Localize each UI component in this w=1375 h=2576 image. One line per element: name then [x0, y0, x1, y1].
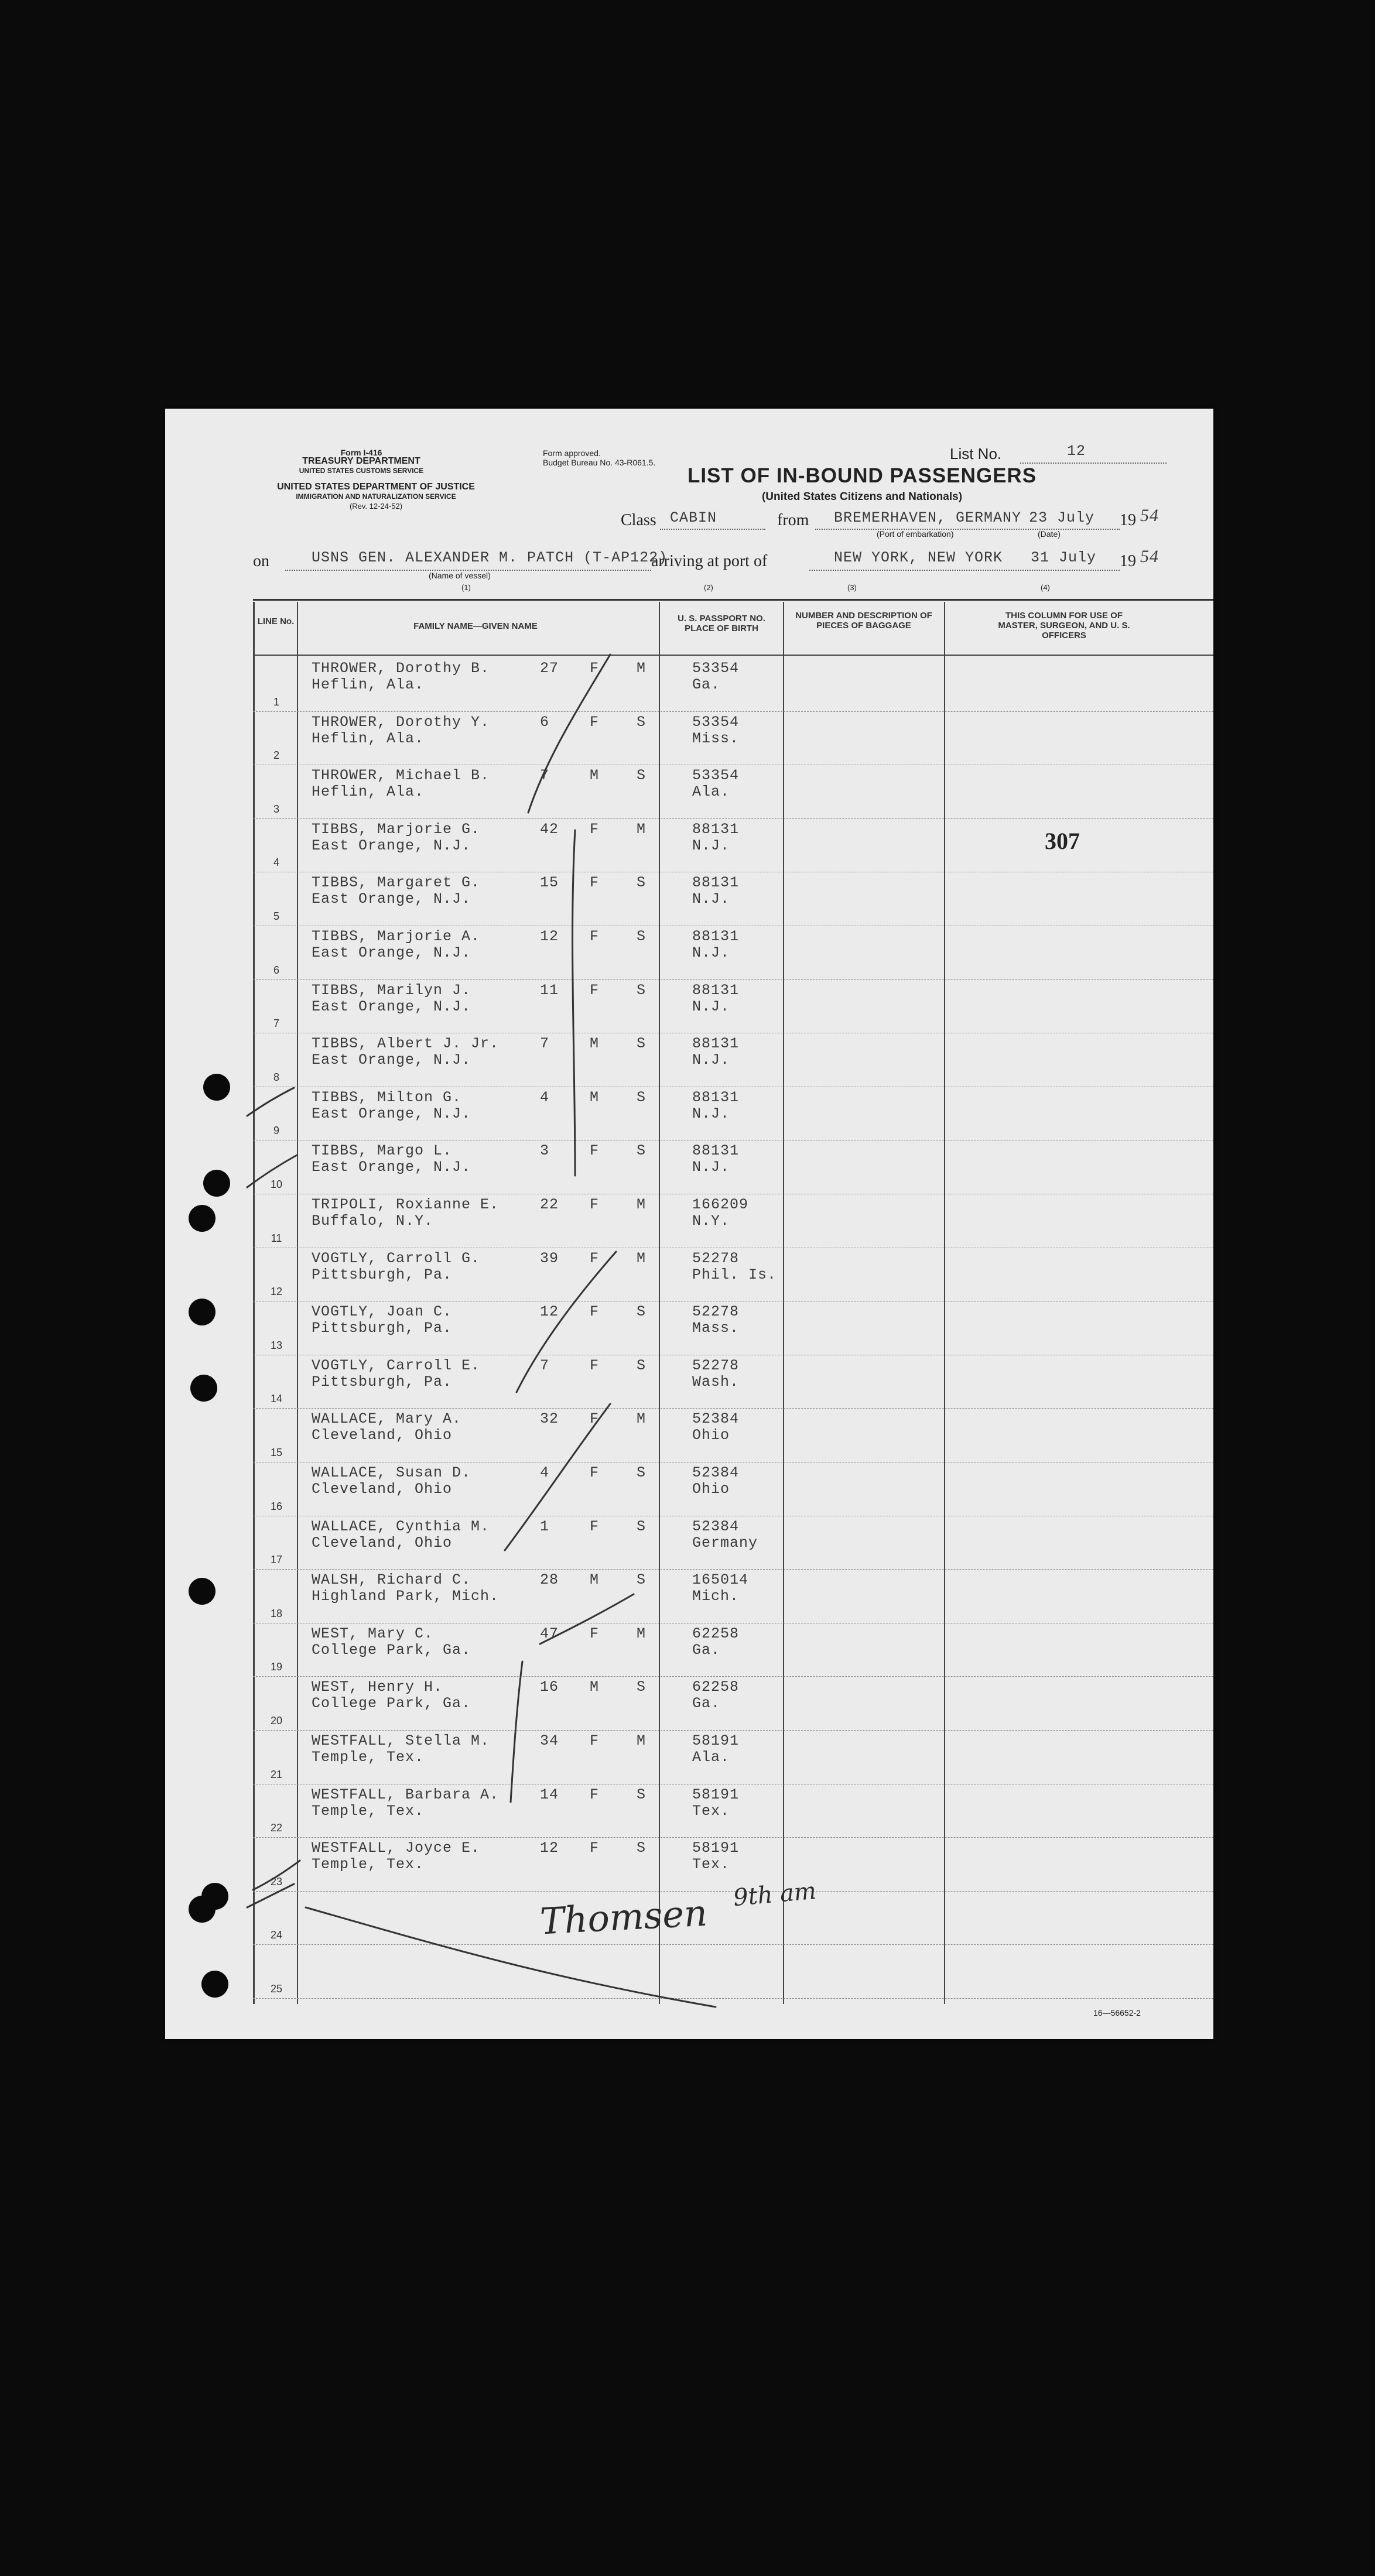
passenger-sex: F	[590, 660, 600, 677]
col-num-3: (3)	[847, 583, 857, 592]
passenger-name: WEST, Mary C.	[312, 1625, 434, 1642]
passenger-status: S	[637, 1571, 647, 1589]
passenger-status: M	[637, 1410, 647, 1428]
passenger-sex: F	[590, 928, 600, 945]
passenger-city: College Park, Ga.	[312, 1695, 471, 1712]
passenger-status: S	[637, 1088, 647, 1106]
arrival-year: 54	[1140, 547, 1159, 566]
passenger-name: TRIPOLI, Roxianne E.	[312, 1196, 500, 1213]
form-number: Form I-416	[340, 448, 382, 457]
passenger-name: TIBBS, Marilyn J.	[312, 981, 471, 999]
col-num-1: (1)	[461, 583, 471, 592]
line-number: 25	[270, 1983, 283, 1995]
passenger-sex: F	[590, 1142, 600, 1160]
passenger-sex: F	[590, 874, 600, 892]
footer-code: 16—56652-2	[1093, 2008, 1141, 2017]
passport-number: 165014	[692, 1571, 749, 1589]
from-port: BREMERHAVEN, GERMANY	[834, 509, 1022, 526]
passenger-name: VOGTLY, Joan C.	[312, 1303, 453, 1321]
passenger-name: VOGTLY, Carroll E.	[312, 1356, 481, 1374]
form-approved: Form approved.	[543, 448, 601, 458]
place-of-birth: N.J.	[692, 1051, 730, 1069]
check-mark	[247, 1155, 297, 1187]
passenger-age: 34	[540, 1732, 559, 1749]
passenger-sex: M	[590, 767, 600, 785]
passenger-sex: F	[590, 1356, 600, 1374]
passenger-name: THROWER, Dorothy B.	[312, 660, 490, 677]
passenger-name: WALLACE, Susan D.	[312, 1464, 471, 1481]
passenger-name: WESTFALL, Stella M.	[312, 1732, 490, 1749]
header-officers: THIS COLUMN FOR USE OF MASTER, SURGEON, AND U. S. OFFICERS	[998, 611, 1130, 640]
header-name: FAMILY NAME—GIVEN NAME	[413, 621, 538, 631]
passenger-sex: F	[590, 820, 600, 838]
line-number: 2	[273, 749, 279, 762]
passenger-sex: M	[590, 1088, 600, 1106]
passenger-status: M	[637, 1625, 647, 1642]
passenger-city: College Park, Ga.	[312, 1641, 471, 1659]
vessel-name: USNS GEN. ALEXANDER M. PATCH (T-AP122)	[312, 549, 668, 566]
bracket-stroke-vogtly	[517, 1249, 616, 1392]
passport-number: 88131	[692, 981, 740, 999]
place-of-birth: Ga.	[692, 1695, 721, 1712]
from-year: 54	[1140, 506, 1159, 525]
passport-number: 53354	[692, 713, 740, 731]
place-of-birth: N.J.	[692, 837, 730, 854]
place-of-birth: Ala.	[692, 1749, 730, 1766]
passenger-name: TIBBS, Milton G.	[312, 1088, 462, 1106]
passport-number: 52278	[692, 1249, 740, 1267]
passenger-age: 7	[540, 1356, 550, 1374]
passenger-age: 42	[540, 820, 559, 838]
passport-number: 62258	[692, 1678, 740, 1696]
bracket-stroke-thrower	[528, 655, 610, 813]
passenger-city: Temple, Tex.	[312, 1802, 425, 1820]
line-number: 14	[270, 1393, 283, 1405]
passenger-status: M	[637, 1732, 647, 1749]
budget-number: Budget Bureau No. 43-R061.5.	[543, 458, 656, 467]
passenger-city: Highland Park, Mich.	[312, 1588, 500, 1605]
col-num-4: (4)	[1041, 583, 1050, 592]
form-subtitle: (United States Citizens and Nationals)	[761, 491, 963, 503]
passport-number: 52384	[692, 1464, 740, 1481]
place-of-birth: N.Y.	[692, 1212, 730, 1229]
line-number: 4	[273, 857, 279, 869]
passenger-city: Pittsburgh, Pa.	[312, 1266, 453, 1283]
passenger-name: WALLACE, Mary A.	[312, 1410, 462, 1428]
passenger-status: M	[637, 1249, 647, 1267]
passenger-sex: F	[590, 713, 600, 731]
slash-line	[306, 1907, 716, 2007]
bracket-stroke-wallace	[505, 1404, 610, 1550]
line-number: 8	[273, 1071, 279, 1083]
place-of-birth: Ala.	[692, 783, 730, 801]
passenger-name: WESTFALL, Barbara A.	[312, 1786, 500, 1803]
port-embark-label: (Port of embarkation)	[877, 529, 954, 539]
passenger-status: S	[637, 1517, 647, 1535]
passenger-age: 12	[540, 1839, 559, 1857]
line-number: 17	[270, 1554, 283, 1566]
place-of-birth: Mass.	[692, 1320, 740, 1337]
arrival-year-prefix: 19	[1120, 552, 1136, 570]
line-number: 9	[273, 1125, 279, 1137]
bracket-stroke-tibbs	[573, 830, 575, 1176]
passport-number: 166209	[692, 1196, 749, 1213]
passport-number: 53354	[692, 660, 740, 677]
date-label: (Date)	[1038, 529, 1061, 539]
form-title: LIST OF IN-BOUND PASSENGERS	[687, 464, 1037, 487]
passenger-sex: F	[590, 1303, 600, 1321]
passenger-city: East Orange, N.J.	[312, 1159, 471, 1176]
line-number: 10	[270, 1179, 283, 1190]
passenger-city: Cleveland, Ohio	[312, 1534, 453, 1551]
place-of-birth: N.J.	[692, 890, 730, 908]
line-number: 7	[273, 1018, 279, 1030]
passenger-status: S	[637, 1303, 647, 1321]
passenger-status: M	[637, 820, 647, 838]
passenger-age: 3	[540, 1142, 550, 1160]
line-number: 1	[273, 696, 279, 708]
passenger-city: Heflin, Ala.	[312, 783, 425, 801]
dept-ins: IMMIGRATION AND NATURALIZATION SERVICE	[296, 492, 456, 501]
passenger-age: 28	[540, 1571, 559, 1589]
line-number: 21	[270, 1768, 283, 1780]
passenger-city: Cleveland, Ohio	[312, 1481, 453, 1498]
passenger-age: 4	[540, 1464, 550, 1481]
place-of-birth: Ohio	[692, 1481, 730, 1498]
passenger-age: 6	[540, 713, 550, 731]
passenger-name: WALSH, Richard C.	[312, 1571, 471, 1589]
passenger-name: TIBBS, Albert J. Jr.	[312, 1035, 500, 1053]
passenger-age: 12	[540, 928, 559, 945]
passenger-city: Temple, Tex.	[312, 1749, 425, 1766]
passenger-city: East Orange, N.J.	[312, 1105, 471, 1122]
dept-justice: UNITED STATES DEPARTMENT OF JUSTICE	[277, 482, 475, 492]
place-of-birth: Tex.	[692, 1802, 730, 1820]
place-of-birth: Ga.	[692, 1641, 721, 1659]
passenger-age: 15	[540, 874, 559, 892]
place-of-birth: Miss.	[692, 729, 740, 747]
passenger-name: THROWER, Michael B.	[312, 767, 490, 785]
place-of-birth: Phil. Is.	[692, 1266, 777, 1283]
header-baggage: NUMBER AND DESCRIPTION OF PIECES OF BAGGAGE	[795, 611, 932, 631]
stamp-number: 307	[1045, 828, 1080, 854]
passenger-status: S	[637, 1678, 647, 1696]
passenger-age: 12	[540, 1303, 559, 1321]
passport-number: 88131	[692, 1035, 740, 1053]
passenger-sex: F	[590, 1839, 600, 1857]
passenger-sex: F	[590, 1786, 600, 1803]
passenger-age: 7	[540, 1035, 550, 1053]
dept-customs: UNITED STATES CUSTOMS SERVICE	[299, 467, 424, 475]
passenger-name: WALLACE, Cynthia M.	[312, 1517, 490, 1535]
line-number: 3	[273, 803, 279, 815]
passenger-name: WEST, Henry H.	[312, 1678, 443, 1696]
passport-number: 53354	[692, 767, 740, 785]
passenger-status: S	[637, 874, 647, 892]
arrival-port: NEW YORK, NEW YORK	[834, 549, 1003, 566]
place-of-birth: N.J.	[692, 1159, 730, 1176]
passenger-status: S	[637, 1839, 647, 1857]
passenger-status: S	[637, 1464, 647, 1481]
place-of-birth: Tex.	[692, 1856, 730, 1873]
passenger-name: TIBBS, Marjorie G.	[312, 820, 481, 838]
col-num-2: (2)	[704, 583, 713, 592]
line-number: 20	[270, 1715, 283, 1727]
passenger-sex: F	[590, 1410, 600, 1428]
from-label: from	[777, 511, 809, 529]
passport-number: 52278	[692, 1356, 740, 1374]
passenger-status: M	[637, 660, 647, 677]
arrival-date: 31 July	[1031, 549, 1097, 566]
passenger-status: S	[637, 1035, 647, 1053]
line-number: 5	[273, 910, 279, 922]
passport-number: 52278	[692, 1303, 740, 1321]
line-number: 22	[270, 1822, 283, 1834]
line-number: 16	[270, 1500, 283, 1512]
passenger-status: S	[637, 767, 647, 785]
manifest-page	[165, 409, 1213, 2039]
passenger-city: Buffalo, N.Y.	[312, 1212, 434, 1229]
place-of-birth: Ohio	[692, 1427, 730, 1444]
passenger-city: East Orange, N.J.	[312, 944, 471, 961]
check-mark	[247, 1088, 294, 1116]
passenger-sex: F	[590, 1249, 600, 1267]
passenger-status: S	[637, 928, 647, 945]
form-rev: (Rev. 12-24-52)	[349, 502, 403, 511]
passenger-name: TIBBS, Margo L.	[312, 1142, 453, 1160]
place-of-birth: N.J.	[692, 944, 730, 961]
line-number: 23	[270, 1875, 283, 1888]
passenger-status: S	[637, 1142, 647, 1160]
on-label: on	[253, 552, 269, 570]
passenger-sex: F	[590, 1196, 600, 1213]
passenger-city: Pittsburgh, Pa.	[312, 1373, 453, 1390]
place-of-birth: Wash.	[692, 1373, 740, 1390]
passenger-city: Heflin, Ala.	[312, 676, 425, 693]
vessel-label: (Name of vessel)	[429, 571, 491, 580]
place-of-birth: N.J.	[692, 998, 730, 1015]
line-number: 12	[270, 1286, 283, 1298]
line-number: 11	[271, 1232, 282, 1244]
header-passport: U. S. PASSPORT NO. PLACE OF BIRTH	[678, 614, 765, 633]
arriving-label: arriving at port of	[651, 552, 768, 570]
passenger-city: East Orange, N.J.	[312, 890, 471, 908]
passport-number: 88131	[692, 928, 740, 945]
header-line-no: LINE No.	[257, 616, 295, 626]
bracket-stroke-west	[540, 1594, 634, 1644]
line-number: 15	[270, 1447, 283, 1458]
passenger-city: Pittsburgh, Pa.	[312, 1320, 453, 1337]
passenger-sex: F	[590, 1517, 600, 1535]
line-number: 19	[270, 1661, 283, 1673]
passenger-sex: F	[590, 1625, 600, 1642]
passenger-name: VOGTLY, Carroll G.	[312, 1249, 481, 1267]
passenger-status: S	[637, 981, 647, 999]
passenger-age: 22	[540, 1196, 559, 1213]
passenger-age: 16	[540, 1678, 559, 1696]
passport-number: 58191	[692, 1786, 740, 1803]
passport-number: 58191	[692, 1839, 740, 1857]
passport-number: 58191	[692, 1732, 740, 1749]
passenger-age: 4	[540, 1088, 550, 1106]
passenger-sex: F	[590, 1732, 600, 1749]
passport-number: 88131	[692, 820, 740, 838]
dept-treasury: TREASURY DEPARTMENT	[302, 456, 420, 466]
passenger-status: S	[637, 713, 647, 731]
passenger-name: TIBBS, Margaret G.	[312, 874, 481, 892]
place-of-birth: Germany	[692, 1534, 758, 1551]
passport-number: 88131	[692, 1088, 740, 1106]
handwritten-marks	[165, 409, 1213, 2039]
passenger-sex: M	[590, 1035, 600, 1053]
place-of-birth: Ga.	[692, 676, 721, 693]
passenger-age: 1	[540, 1517, 550, 1535]
passenger-age: 7	[540, 767, 550, 785]
list-no-value: 12	[1067, 443, 1086, 460]
passenger-city: East Orange, N.J.	[312, 998, 471, 1015]
passport-number: 88131	[692, 1142, 740, 1160]
line-number: 6	[273, 964, 279, 976]
passport-number: 62258	[692, 1625, 740, 1642]
passenger-sex: F	[590, 1464, 600, 1481]
bracket-stroke-westfall	[511, 1662, 522, 1802]
passenger-age: 39	[540, 1249, 559, 1267]
passport-number: 88131	[692, 874, 740, 892]
passenger-status: M	[637, 1196, 647, 1213]
passenger-city: Cleveland, Ohio	[312, 1427, 453, 1444]
place-of-birth: N.J.	[692, 1105, 730, 1122]
passenger-age: 14	[540, 1786, 559, 1803]
passenger-city: Heflin, Ala.	[312, 729, 425, 747]
passport-number: 52384	[692, 1517, 740, 1535]
signature: Thomsen	[539, 1891, 709, 1943]
from-date: 23 July	[1029, 509, 1095, 526]
line-number: 18	[270, 1607, 283, 1619]
passenger-status: S	[637, 1356, 647, 1374]
passenger-city: Temple, Tex.	[312, 1856, 425, 1873]
class-value: CABIN	[670, 509, 717, 526]
passenger-sex: M	[590, 1678, 600, 1696]
passenger-age: 47	[540, 1625, 559, 1642]
passenger-city: East Orange, N.J.	[312, 837, 471, 854]
line-number: 24	[270, 1929, 283, 1941]
passenger-status: S	[637, 1786, 647, 1803]
passenger-sex: F	[590, 981, 600, 999]
passenger-name: TIBBS, Marjorie A.	[312, 928, 481, 945]
line-number: 13	[270, 1339, 283, 1351]
from-year-prefix: 19	[1120, 511, 1136, 529]
place-of-birth: Mich.	[692, 1588, 740, 1605]
check-mark	[247, 1884, 294, 1907]
passenger-city: East Orange, N.J.	[312, 1051, 471, 1069]
passenger-name: WESTFALL, Joyce E.	[312, 1839, 481, 1857]
passenger-sex: M	[590, 1571, 600, 1589]
passport-number: 52384	[692, 1410, 740, 1428]
passenger-name: THROWER, Dorothy Y.	[312, 713, 490, 731]
list-no-label: List No.	[950, 445, 1002, 463]
passenger-age: 11	[540, 981, 559, 999]
class-label: Class	[621, 511, 656, 529]
passenger-age: 32	[540, 1410, 559, 1428]
signature-note: 9th am	[732, 1877, 818, 1912]
passenger-age: 27	[540, 660, 559, 677]
